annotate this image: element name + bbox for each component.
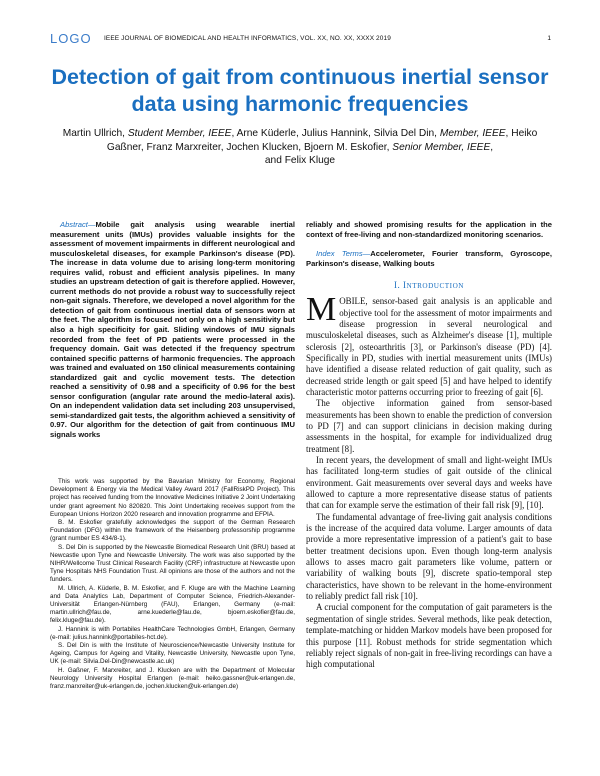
footnote-funding: This work was supported by the Bavarian Ministry for Economy, Regional Development & Energy via the Medical Valley Award 2017 (FallRiskPD Project). This project has received funding from the Innovative Medicines Initiative 2 Joint Undertaking under grant agreement No 820820. This Joint Undertaking receives support from the European Unions Horizon 2020 research and innovation programme and EFPIA. xyxy=(50,478,296,518)
left-column xyxy=(50,220,295,440)
intro-paragraph-4: The fundamental advantage of free-living gait analysis conditions is the increase of the acquired data volume. Larger amounts of data provide a more representative impression of a patient's gait to base better treatment decisions upon. Even though long-term analysis allows to asses macro gait parameters like volume, pattern or variability of walking bouts [9], discrete spatio-temporal step characteristics, have shown to be relevant in the home-environment to reliably predict fall risk [10]. xyxy=(306,511,552,602)
journal-header: IEEE JOURNAL OF BIOMEDICAL AND HEALTH INFORMATICS, VOL. XX, NO. XX, XXXX 2019 xyxy=(104,35,391,42)
index-terms-text: Accelerometer, Fourier transform, Gyroscope, Parkinson's disease, Walking bouts xyxy=(306,249,552,268)
index-terms xyxy=(306,249,552,268)
right-column xyxy=(306,220,552,671)
introduction-body xyxy=(306,291,552,670)
section-heading-introduction: I. INTRODUCTION xyxy=(394,280,464,291)
abstract-continued: reliably and showed promising results for the application in the context of free-living and non-standardized monitoring scenarios. xyxy=(306,220,552,239)
intro-paragraph-5: A crucial component for the computation of gait parameters is the segmentation of single strides. Several methods, like peak detection, template-matching or hidden Markov models have been proposed for this purpose [11]. Robust methods for stride segmentation which reliably reject signals of non-gait in free-living recordings can have a high computational xyxy=(306,602,552,670)
footnotes xyxy=(50,478,295,691)
intro-paragraph-1: MOBILE, sensor-based gait analysis is an applicable and objective tool for the assessment of motor impairments and disease progression in several neurological and musculoskeletal diseases, such as Alzheimer's disease [1], multiple sclerosis [2], osteoarthritis [3], or Parkinson's disease (PD) [4]. Specifically in PD, studies with inertial measurement units (IMUs) have identified a disease related reduction of gait quality, such as decreased stride length or gait speed [5] and have helped to identify characteristic motor patterns occurring prior to freezing of gait [6]. xyxy=(306,291,552,397)
intro-paragraph-3: In recent years, the development of small and light-weight IMUs has facilitated long-term studies of gait outside of the clinical environment. Gait measurements over several days and weeks have allowed to capture a more representative disease status of patients that can for example serve the estimation of their fall risk [9], [10]. xyxy=(306,455,552,511)
footnote-deldin-affil: S. Del Din is with the Institute of Neuroscience/Newcastle University Institute for Ageing, Campus for Ageing and Vitality, Newcastle University, Newcastle upon Tyne, UK (e-mail: Silvia.Del-Din@newcastle.ac.uk) xyxy=(50,642,295,666)
journal-logo: LOGO xyxy=(50,31,92,46)
footnote-erlangen: H. Gaßner, F. Marxreiter, and J. Klucken are with the Department of Molecular Neurology University Hospital Erlangen (e-mail: heiko.gassner@uk-erlangen.de, franz.marxreiter@uk-erlangen.de, jochen.klucken@uk-erlangen.de) xyxy=(50,666,295,691)
abstract-label: Abstract— xyxy=(60,220,96,229)
paper-title: Detection of gait from continuous inertial sensor data using harmonic frequencies xyxy=(51,65,549,116)
footnote-deldin-support: S. Del Din is supported by the Newcastle Biomedical Research Unit (BRU) based at Newcastle upon Tyne and Newcastle University. The work was also supported by the NIHR/Wellcome Trust Clinical Research Facility (CRF) infrastructure at Newcastle upon Tyne Hospitals NHS Foundation Trust. All opinions are those of the authors and not the funders. xyxy=(50,543,295,584)
abstract-text: Mobile gait analysis using wearable inertial measurement units (IMUs) provides valuable insights for the assessment of movement impairments in different neurological and musculoskeletal diseases, for example Parkinson's disease (PD). The increase in data volume due to arising long-term monitoring requires valid, robust and efficient analysis pipelines. In many studies an upstream detection of gait is therefore applied. However, current methods do not provide a robust way to successfully reject non-gait signals. Therefore, we developed a novel algorithm for the detection of gait from continuous inertial data of sensors worn at the feet. The algorithm is focused not only on a high sensitivity but also a high specificity for gait. Sliding windows of IMU signals recorded from the feet of PD patients were processed in the frequency domain. Gait was detected if the frequency spectrum contained specific patterns of harmonic frequencies. The approach was trained and evaluated on 150 clinical measurements containing standardized gait and cyclic movement tests. The detection reached a sensitivity of 0.98 and a specificity of 0.96 for the best sensor configuration (angular rate around the medio-lateral axis). On an independent validation data set including 203 unsupervised, semi-standardized gait tests, the algorithm achieved a sensitivity of 0.97. Our algorithm for the detection of gait from continuous IMU signals works xyxy=(50,220,295,440)
author-list: Martin Ullrich, Student Member, IEEE, Arne Küderle, Julius Hannink, Silvia Del Din, Member, IEEE, Heiko Gaßner, Franz Marxreiter, Jochen Klucken, Bjoern M. Eskofier, Senior Member, IEEE, and Felix Kluge xyxy=(62,128,538,166)
footnote-fau: M. Ullrich, A. Küderle, B. M. Eskofier, and F. Kluge are with the Machine Learning and Data Analytics Lab, Department of Computer Science, Friedrich-Alexander-Universität Erlangen-Nürnberg (FAU), Erlangen, Germany (e-mail: martin.ullrich@fau.de, arne.kuederle@fau.de, bjoern.eskofier@fau.de, felix.kluge@fau.de). xyxy=(50,584,295,625)
abstract xyxy=(50,220,295,440)
footnote-hannink: J. Hannink is with Portabiles HealthCare Technologies GmbH, Erlangen, Germany (e-mail: julius.hannink@portabiles-hct.de). xyxy=(50,625,295,641)
drop-cap: M xyxy=(306,291,337,329)
footnote-eskofier: B. M. Eskofier gratefully acknowledges the support of the German Research Foundation (DFG) within the framework of the Heisenberg professorship programme (grant number ES 434/8-1). xyxy=(50,519,295,543)
index-terms-label: Index Terms— xyxy=(316,249,371,259)
page-number: 1 xyxy=(547,35,551,42)
intro-paragraph-2: The objective information gained from sensor-based measurements has been shown to enable the prediction of conversion to PD [7] and can support clinicians in decision making during assessments in the hospital, for example for individualized drug treatment [8]. xyxy=(306,398,552,454)
